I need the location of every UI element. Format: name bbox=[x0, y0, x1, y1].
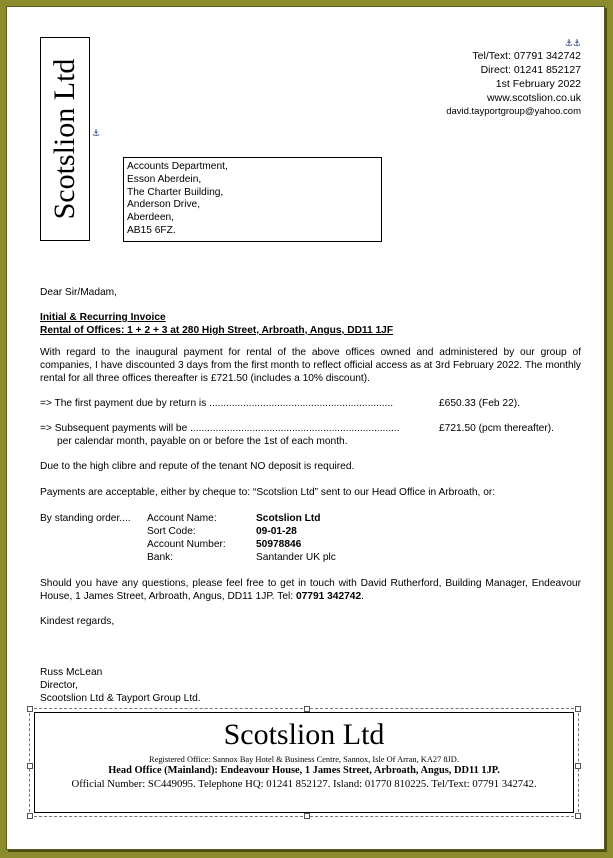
footer-registered-office: Registered Office: Sannox Bay Hotel & Business Centre, Sannox, Isle Of Arran, KA27 8JD. bbox=[149, 755, 459, 764]
standing-order-block bbox=[40, 512, 600, 568]
first-payment-value: £650.33 (Feb 22). bbox=[439, 398, 520, 409]
bank-detail-key: Sort Code: bbox=[147, 526, 196, 537]
questions-text: Should you have any questions, please feel free to get in touch with David Rutherford, Building Manager, Endeavour House, 1 James Street, Arbroath, Angus, DD11 1JP. Tel: bbox=[40, 578, 581, 602]
footer-head-office: Head Office (Mainland): Endeavour House, 1 James Street, Arbroath, Angus, DD11 1JP. bbox=[108, 765, 500, 776]
contact-email: david.tayportgroup@yahoo.com bbox=[446, 106, 581, 117]
address-box bbox=[123, 157, 382, 242]
deposit-note: Due to the high clibre and repute of the tenant NO deposit is required. bbox=[40, 461, 355, 472]
first-payment-label: => The first payment due by return is ................................................................. bbox=[40, 398, 394, 409]
bank-detail-value: Scotslion Ltd bbox=[256, 513, 321, 524]
logo-box bbox=[40, 37, 90, 241]
resize-handle[interactable] bbox=[575, 763, 581, 769]
anchor-pair-icon: ⚓⚓ bbox=[564, 39, 581, 49]
bank-detail-row bbox=[147, 525, 547, 538]
signature-title: Director, bbox=[40, 680, 78, 691]
questions-end: . bbox=[361, 591, 364, 602]
contact-web: www.scotslion.co.uk bbox=[487, 92, 581, 104]
paragraph-intro: With regard to the inaugural payment for rental of the above offices owned and administered by our group of companies, I have discounted 3 days from the first month to reflect official access as at 3rd February 2022. The monthly rental for all three offices thereafter is £721.50 (includes a 10% discount). bbox=[40, 347, 581, 384]
address-line: Anderson Drive, bbox=[127, 199, 201, 211]
bank-detail-key: Account Name: bbox=[147, 513, 217, 524]
footer-box bbox=[34, 712, 574, 813]
closing: Kindest regards, bbox=[40, 616, 115, 627]
anchor-icon: ⚓ bbox=[92, 129, 101, 139]
address-line: Accounts Department, bbox=[127, 161, 228, 172]
bank-detail-row bbox=[147, 551, 547, 564]
letter-page bbox=[6, 6, 605, 850]
standing-order-label: By standing order.... bbox=[40, 513, 131, 524]
address-line: Aberdeen, bbox=[127, 212, 175, 224]
bank-detail-value: 50978846 bbox=[256, 539, 302, 550]
questions-tel: 07791 342742 bbox=[295, 591, 362, 602]
bank-detail-key: Account Number: bbox=[147, 539, 226, 550]
subsequent-payment-label: => Subsequent payments will be .......................................................................... bbox=[40, 423, 400, 434]
contact-tel: Tel/Text: 07791 342742 bbox=[472, 50, 581, 62]
logo-text: Scotslion Ltd bbox=[48, 58, 81, 220]
footer-official-number: Official Number: SC449095. Telephone HQ: 01241 852127. Island: 01770 810225. Tel/Text: 07791 342742. bbox=[71, 778, 537, 790]
contact-date: 1st February 2022 bbox=[495, 78, 581, 90]
address-line: Esson Aberdein, bbox=[127, 173, 202, 185]
signature-company: Scootslion Ltd & Tayport Group Ltd. bbox=[40, 693, 201, 704]
subject-line-1: Initial & Recurring Invoice bbox=[40, 312, 166, 323]
salutation: Dear Sir/Madam, bbox=[40, 287, 117, 298]
resize-handle[interactable] bbox=[27, 706, 33, 712]
bank-detail-key: Bank: bbox=[147, 552, 174, 563]
bank-detail-row bbox=[147, 538, 547, 551]
bank-detail-value: Santander UK plc bbox=[256, 552, 336, 563]
resize-handle[interactable] bbox=[27, 763, 33, 769]
subsequent-payment-note: per calendar month, payable on or before the 1st of each month. bbox=[57, 436, 348, 447]
subject-line-2: Rental of Offices: 1 + 2 + 3 at 280 High Street, Arbroath, Angus, DD11 1JF bbox=[40, 325, 394, 336]
address-line: AB15 6FZ. bbox=[127, 224, 176, 236]
questions-paragraph bbox=[40, 577, 581, 603]
payments-note: Payments are acceptable, either by cheque to: “Scotslion Ltd” sent to our Head Office in Arbroath, or: bbox=[40, 487, 496, 498]
contact-direct: Direct: 01241 852127 bbox=[480, 64, 581, 76]
footer-title: Scotslion Ltd bbox=[223, 718, 385, 751]
resize-handle[interactable] bbox=[575, 706, 581, 712]
resize-handle[interactable] bbox=[27, 813, 33, 819]
subsequent-payment-value: £721.50 (pcm thereafter). bbox=[439, 423, 554, 434]
resize-handle[interactable] bbox=[304, 813, 310, 819]
bank-detail-value: 09-01-28 bbox=[256, 526, 297, 537]
bank-detail-row bbox=[147, 512, 547, 525]
footer-textbox[interactable] bbox=[29, 708, 579, 817]
contact-block bbox=[446, 49, 581, 119]
resize-handle[interactable] bbox=[575, 813, 581, 819]
address-line: The Charter Building, bbox=[127, 186, 224, 198]
signature-name: Russ McLean bbox=[40, 667, 103, 678]
